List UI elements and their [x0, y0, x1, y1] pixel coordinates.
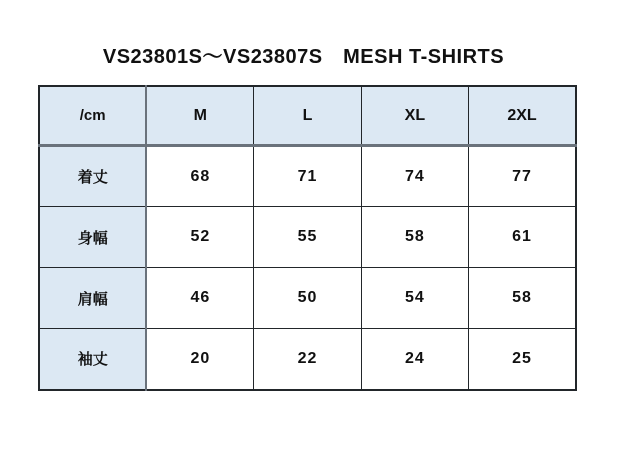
row-label-sleeve-length: 袖丈: [39, 329, 146, 390]
table-row-body-length: [39, 146, 576, 207]
size-chart-table: [38, 85, 577, 391]
col-header-size-m: M: [146, 86, 253, 146]
row-label-shoulder-width: 肩幅: [39, 268, 146, 329]
col-header-unit: /cm: [39, 86, 146, 146]
cell-sleeve-length-l: 22: [254, 329, 361, 390]
cell-shoulder-width-m: 46: [146, 268, 253, 329]
cell-body-length-l: 71: [254, 146, 361, 207]
table-header-row: [39, 86, 576, 146]
table-row-body-width: [39, 207, 576, 268]
cell-body-length-m: 68: [146, 146, 253, 207]
table-row-sleeve-length: [39, 329, 576, 390]
cell-shoulder-width-2xl: 58: [469, 268, 576, 329]
cell-sleeve-length-2xl: 25: [469, 329, 576, 390]
col-header-size-xl: XL: [361, 86, 468, 146]
row-label-body-length: 着丈: [39, 146, 146, 207]
cell-shoulder-width-l: 50: [254, 268, 361, 329]
table-row-shoulder-width: [39, 268, 576, 329]
cell-body-length-2xl: 77: [469, 146, 576, 207]
cell-shoulder-width-xl: 54: [361, 268, 468, 329]
cell-body-length-xl: 74: [361, 146, 468, 207]
cell-sleeve-length-m: 20: [146, 329, 253, 390]
cell-body-width-m: 52: [146, 207, 253, 268]
col-header-size-l: L: [254, 86, 361, 146]
col-header-size-2xl: 2XL: [469, 86, 576, 146]
row-label-body-width: 身幅: [39, 207, 146, 268]
cell-body-width-l: 55: [254, 207, 361, 268]
cell-body-width-2xl: 61: [469, 207, 576, 268]
cell-sleeve-length-xl: 24: [361, 329, 468, 390]
page-title: VS23801S～VS23807S MESH T-SHIRTS: [102, 46, 505, 68]
cell-body-width-xl: 58: [361, 207, 468, 268]
